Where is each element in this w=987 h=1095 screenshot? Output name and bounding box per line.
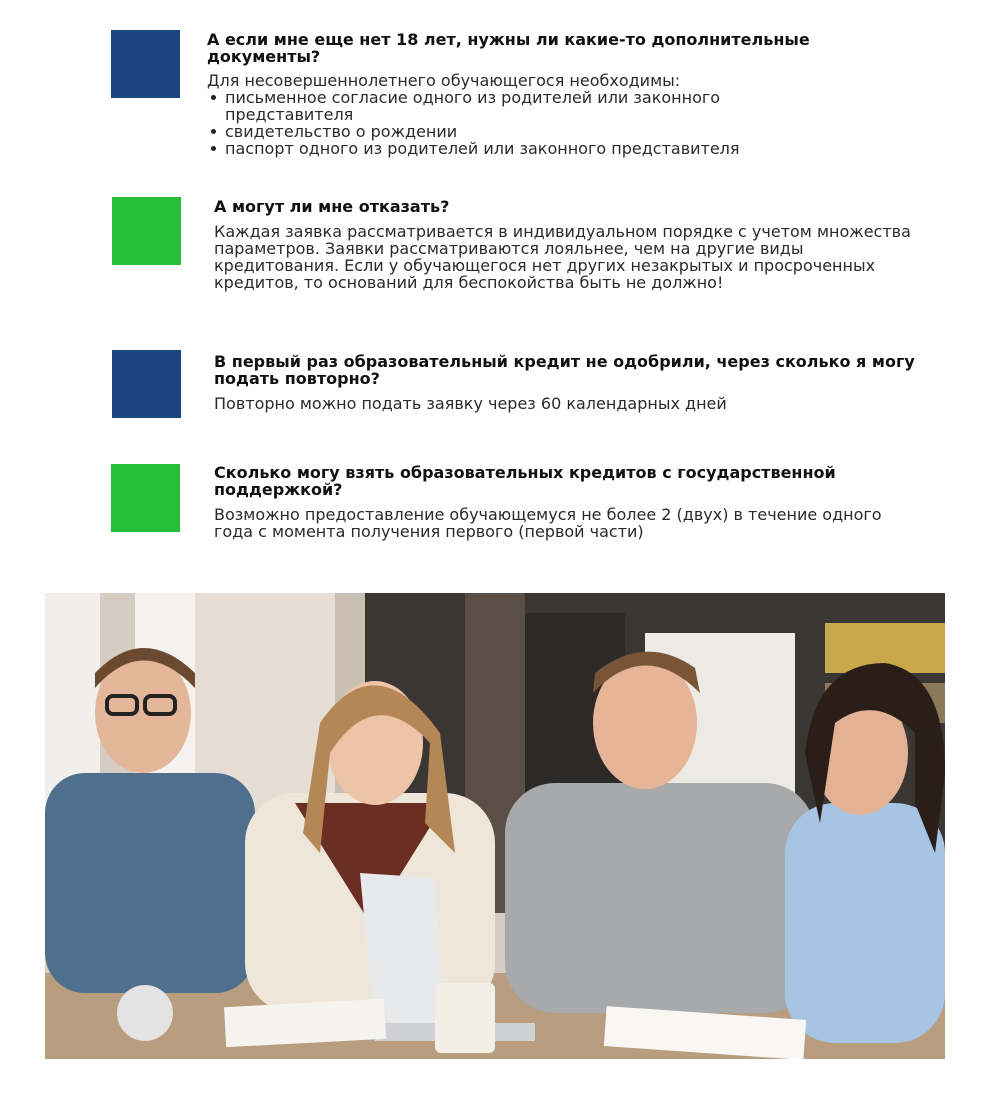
students-illustration: [45, 593, 945, 1059]
list-item: паспорт одного из родителей или законного представителя: [225, 140, 867, 157]
list-item: письменное согласие одного из родителей или законного представителя: [225, 89, 825, 123]
faq-question: В первый раз образовательный кредит не одобрили, через сколько я могу подать повторно?: [214, 352, 915, 388]
faq-text: [214, 198, 924, 291]
faq-text: [214, 464, 914, 540]
green-square-marker: [112, 197, 181, 265]
faq-answer: Повторно можно подать заявку через 60 календарных дней: [214, 394, 727, 413]
faq-answer: Для несовершеннолетнего обучающегося необходимы:: [207, 71, 681, 90]
green-square-marker: [111, 464, 180, 532]
faq-question: А могут ли мне отказать?: [214, 197, 450, 216]
faq-text: [214, 353, 924, 412]
requirements-list: [207, 89, 867, 157]
faq-answer: Возможно предоставление обучающемуся не более 2 (двух) в течение одного года с момента получения первого (первой части): [214, 505, 882, 541]
faq-question: А если мне еще нет 18 лет, нужны ли какие-то дополнительные документы?: [207, 30, 810, 66]
blue-square-marker: [112, 350, 181, 418]
students-photo: [45, 593, 945, 1059]
faq-question: Сколько могу взять образовательных кредитов с государственной поддержкой?: [214, 463, 836, 499]
blue-square-marker: [111, 30, 180, 98]
faq-answer: Каждая заявка рассматривается в индивидуальном порядке с учетом множества параметров. Заявки рассматриваются лояльнее, чем на другие виды кредитования. Если у обучающегося нет других незакрытых и просроченных кредитов, то оснований для беспокойства быть не должно!: [214, 222, 911, 292]
faq-text: [207, 31, 867, 157]
list-item: свидетельство о рождении: [225, 123, 867, 140]
